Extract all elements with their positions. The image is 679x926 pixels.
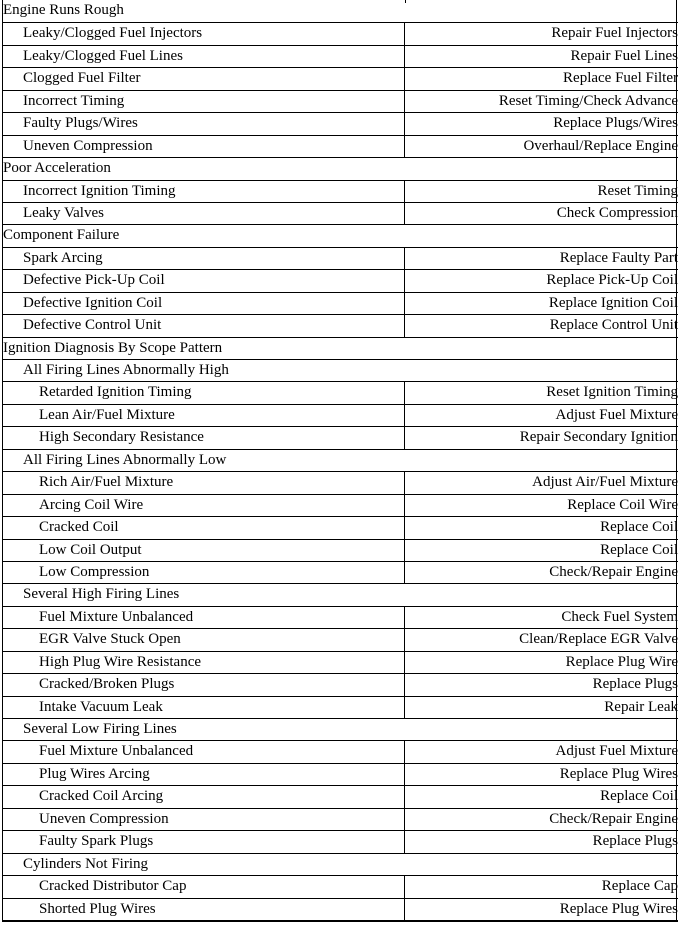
- remedy-cell: Replace Coil: [600, 541, 678, 558]
- remedy-cell: Replace Plug Wire: [565, 653, 678, 670]
- symptom-cell: Intake Vacuum Leak: [2, 697, 405, 718]
- remedy-cell: Replace Plugs: [592, 833, 678, 850]
- remedy-cell: Reset Timing/Check Advance: [498, 92, 678, 109]
- table-row: [2, 269, 678, 291]
- remedy-cell: Reset Ignition Timing: [546, 384, 678, 401]
- symptom-cell: EGR Valve Stuck Open: [2, 629, 405, 650]
- section-title: All Firing Lines Abnormally Low: [23, 451, 227, 468]
- table-row: [2, 785, 678, 807]
- section-title: Poor Acceleration: [3, 160, 111, 177]
- symptom-cell: Low Compression: [2, 562, 405, 583]
- symptom-cell: Lean Air/Fuel Mixture: [2, 405, 405, 426]
- table-row: [2, 426, 678, 448]
- section-header-row: [2, 359, 678, 381]
- table-row: [2, 292, 678, 314]
- table-row: [2, 696, 678, 718]
- remedy-cell: Replace Plugs: [592, 676, 678, 693]
- table-row: [2, 22, 678, 44]
- section-header-row: [2, 718, 678, 740]
- remedy-cell: Repair Fuel Lines: [570, 47, 678, 64]
- remedy-cell: Check/Repair Engine: [549, 810, 678, 827]
- symptom-cell: Plug Wires Arcing: [2, 764, 405, 785]
- remedy-cell: Overhaul/Replace Engine: [523, 137, 678, 154]
- remedy-cell: Reset Timing: [597, 182, 678, 199]
- section-title: Several Low Firing Lines: [23, 721, 177, 737]
- symptom-cell: Arcing Coil Wire: [2, 495, 405, 516]
- table-row: [2, 67, 678, 89]
- section-title: Engine Runs Rough: [3, 2, 124, 18]
- remedy-cell: Replace Faulty Part: [559, 249, 678, 266]
- symptom-cell: Shorted Plug Wires: [2, 899, 405, 920]
- remedy-cell: Clean/Replace EGR Valve: [519, 631, 678, 648]
- table-row: [2, 90, 678, 112]
- table-row: [2, 830, 678, 852]
- remedy-cell: Check/Repair Engine: [549, 563, 678, 580]
- section-title: Component Failure: [3, 227, 120, 244]
- section-title: Several High Firing Lines: [23, 586, 180, 603]
- table-row: [2, 808, 678, 830]
- section-header-row: [2, 0, 678, 22]
- section-header-row: [2, 337, 678, 359]
- section-title: All Firing Lines Abnormally High: [23, 362, 229, 378]
- remedy-cell: Replace Pick-Up Coil: [546, 272, 678, 289]
- remedy-cell: Repair Leak: [604, 698, 678, 715]
- table-row: [2, 471, 678, 493]
- symptom-cell: Low Coil Output: [2, 540, 405, 561]
- symptom-cell: Uneven Compression: [2, 136, 405, 157]
- table-bottom-border: [2, 920, 678, 922]
- symptom-cell: Cracked Distributor Cap: [2, 876, 405, 897]
- remedy-cell: Adjust Fuel Mixture: [555, 406, 678, 423]
- remedy-cell: Replace Plug Wires: [559, 900, 678, 917]
- remedy-cell: Replace Control Unit: [549, 317, 678, 334]
- diagnosis-table: [2, 0, 678, 920]
- table-row: [2, 404, 678, 426]
- table-row: [2, 516, 678, 538]
- remedy-cell: Adjust Fuel Mixture: [555, 743, 678, 760]
- symptom-cell: High Secondary Resistance: [2, 427, 405, 448]
- table-row: [2, 112, 678, 134]
- table-row: [2, 740, 678, 762]
- symptom-cell: Uneven Compression: [2, 809, 405, 830]
- symptom-cell: Incorrect Ignition Timing: [2, 181, 405, 202]
- symptom-cell: Cracked/Broken Plugs: [2, 674, 405, 695]
- symptom-cell: Retarded Ignition Timing: [2, 382, 405, 403]
- remedy-cell: Check Compression: [556, 204, 678, 221]
- remedy-cell: Replace Coil Wire: [567, 496, 678, 513]
- symptom-cell: Incorrect Timing: [2, 91, 405, 112]
- table-row: [2, 247, 678, 269]
- section-title: Cylinders Not Firing: [23, 855, 149, 872]
- symptom-cell: Rich Air/Fuel Mixture: [2, 472, 405, 493]
- section-title: Ignition Diagnosis By Scope Pattern: [3, 339, 223, 356]
- section-header-row: [2, 853, 678, 875]
- table-row: [2, 651, 678, 673]
- symptom-cell: Clogged Fuel Filter: [2, 68, 405, 89]
- remedy-cell: Repair Secondary Ignition: [519, 429, 678, 446]
- table-row: [2, 135, 678, 157]
- table-row: [2, 561, 678, 583]
- symptom-cell: Defective Ignition Coil: [2, 293, 405, 314]
- symptom-cell: Defective Pick-Up Coil: [2, 270, 405, 291]
- symptom-cell: Leaky/Clogged Fuel Injectors: [2, 23, 405, 44]
- table-row: [2, 314, 678, 336]
- table-row: [2, 381, 678, 403]
- symptom-cell: Spark Arcing: [2, 248, 405, 269]
- remedy-cell: Check Fuel System: [561, 608, 678, 625]
- symptom-cell: Leaky/Clogged Fuel Lines: [2, 46, 405, 67]
- table-row: [2, 45, 678, 67]
- symptom-cell: Cracked Coil Arcing: [2, 786, 405, 807]
- table-row: [2, 606, 678, 628]
- symptom-cell: Faulty Spark Plugs: [2, 831, 405, 852]
- table-row: [2, 875, 678, 897]
- remedy-cell: Replace Fuel Filter: [563, 70, 678, 87]
- symptom-cell: Fuel Mixture Unbalanced: [2, 607, 405, 628]
- symptom-cell: Fuel Mixture Unbalanced: [2, 741, 405, 762]
- symptom-cell: Faulty Plugs/Wires: [2, 113, 405, 134]
- remedy-cell: Replace Ignition Coil: [548, 294, 678, 311]
- remedy-cell: Replace Plugs/Wires: [553, 115, 678, 132]
- section-header-row: [2, 157, 678, 179]
- section-header-row: [2, 583, 678, 605]
- table-row: [2, 202, 678, 224]
- remedy-cell: Replace Plug Wires: [559, 765, 678, 782]
- section-header-row: [2, 224, 678, 246]
- section-header-row: [2, 449, 678, 471]
- symptom-cell: Defective Control Unit: [2, 315, 405, 336]
- symptom-cell: Leaky Valves: [2, 203, 405, 224]
- table-row: [2, 763, 678, 785]
- remedy-cell: Replace Coil: [600, 519, 678, 536]
- table-row: [2, 673, 678, 695]
- table-row: [2, 494, 678, 516]
- remedy-cell: Adjust Air/Fuel Mixture: [532, 474, 678, 491]
- symptom-cell: High Plug Wire Resistance: [2, 652, 405, 673]
- remedy-cell: Replace Cap: [601, 878, 678, 895]
- table-row: [2, 180, 678, 202]
- table-row: [2, 898, 678, 920]
- remedy-cell: Replace Coil: [600, 788, 678, 805]
- table-row: [2, 628, 678, 650]
- symptom-cell: Cracked Coil: [2, 517, 405, 538]
- remedy-cell: Repair Fuel Injectors: [551, 25, 678, 42]
- table-row: [2, 539, 678, 561]
